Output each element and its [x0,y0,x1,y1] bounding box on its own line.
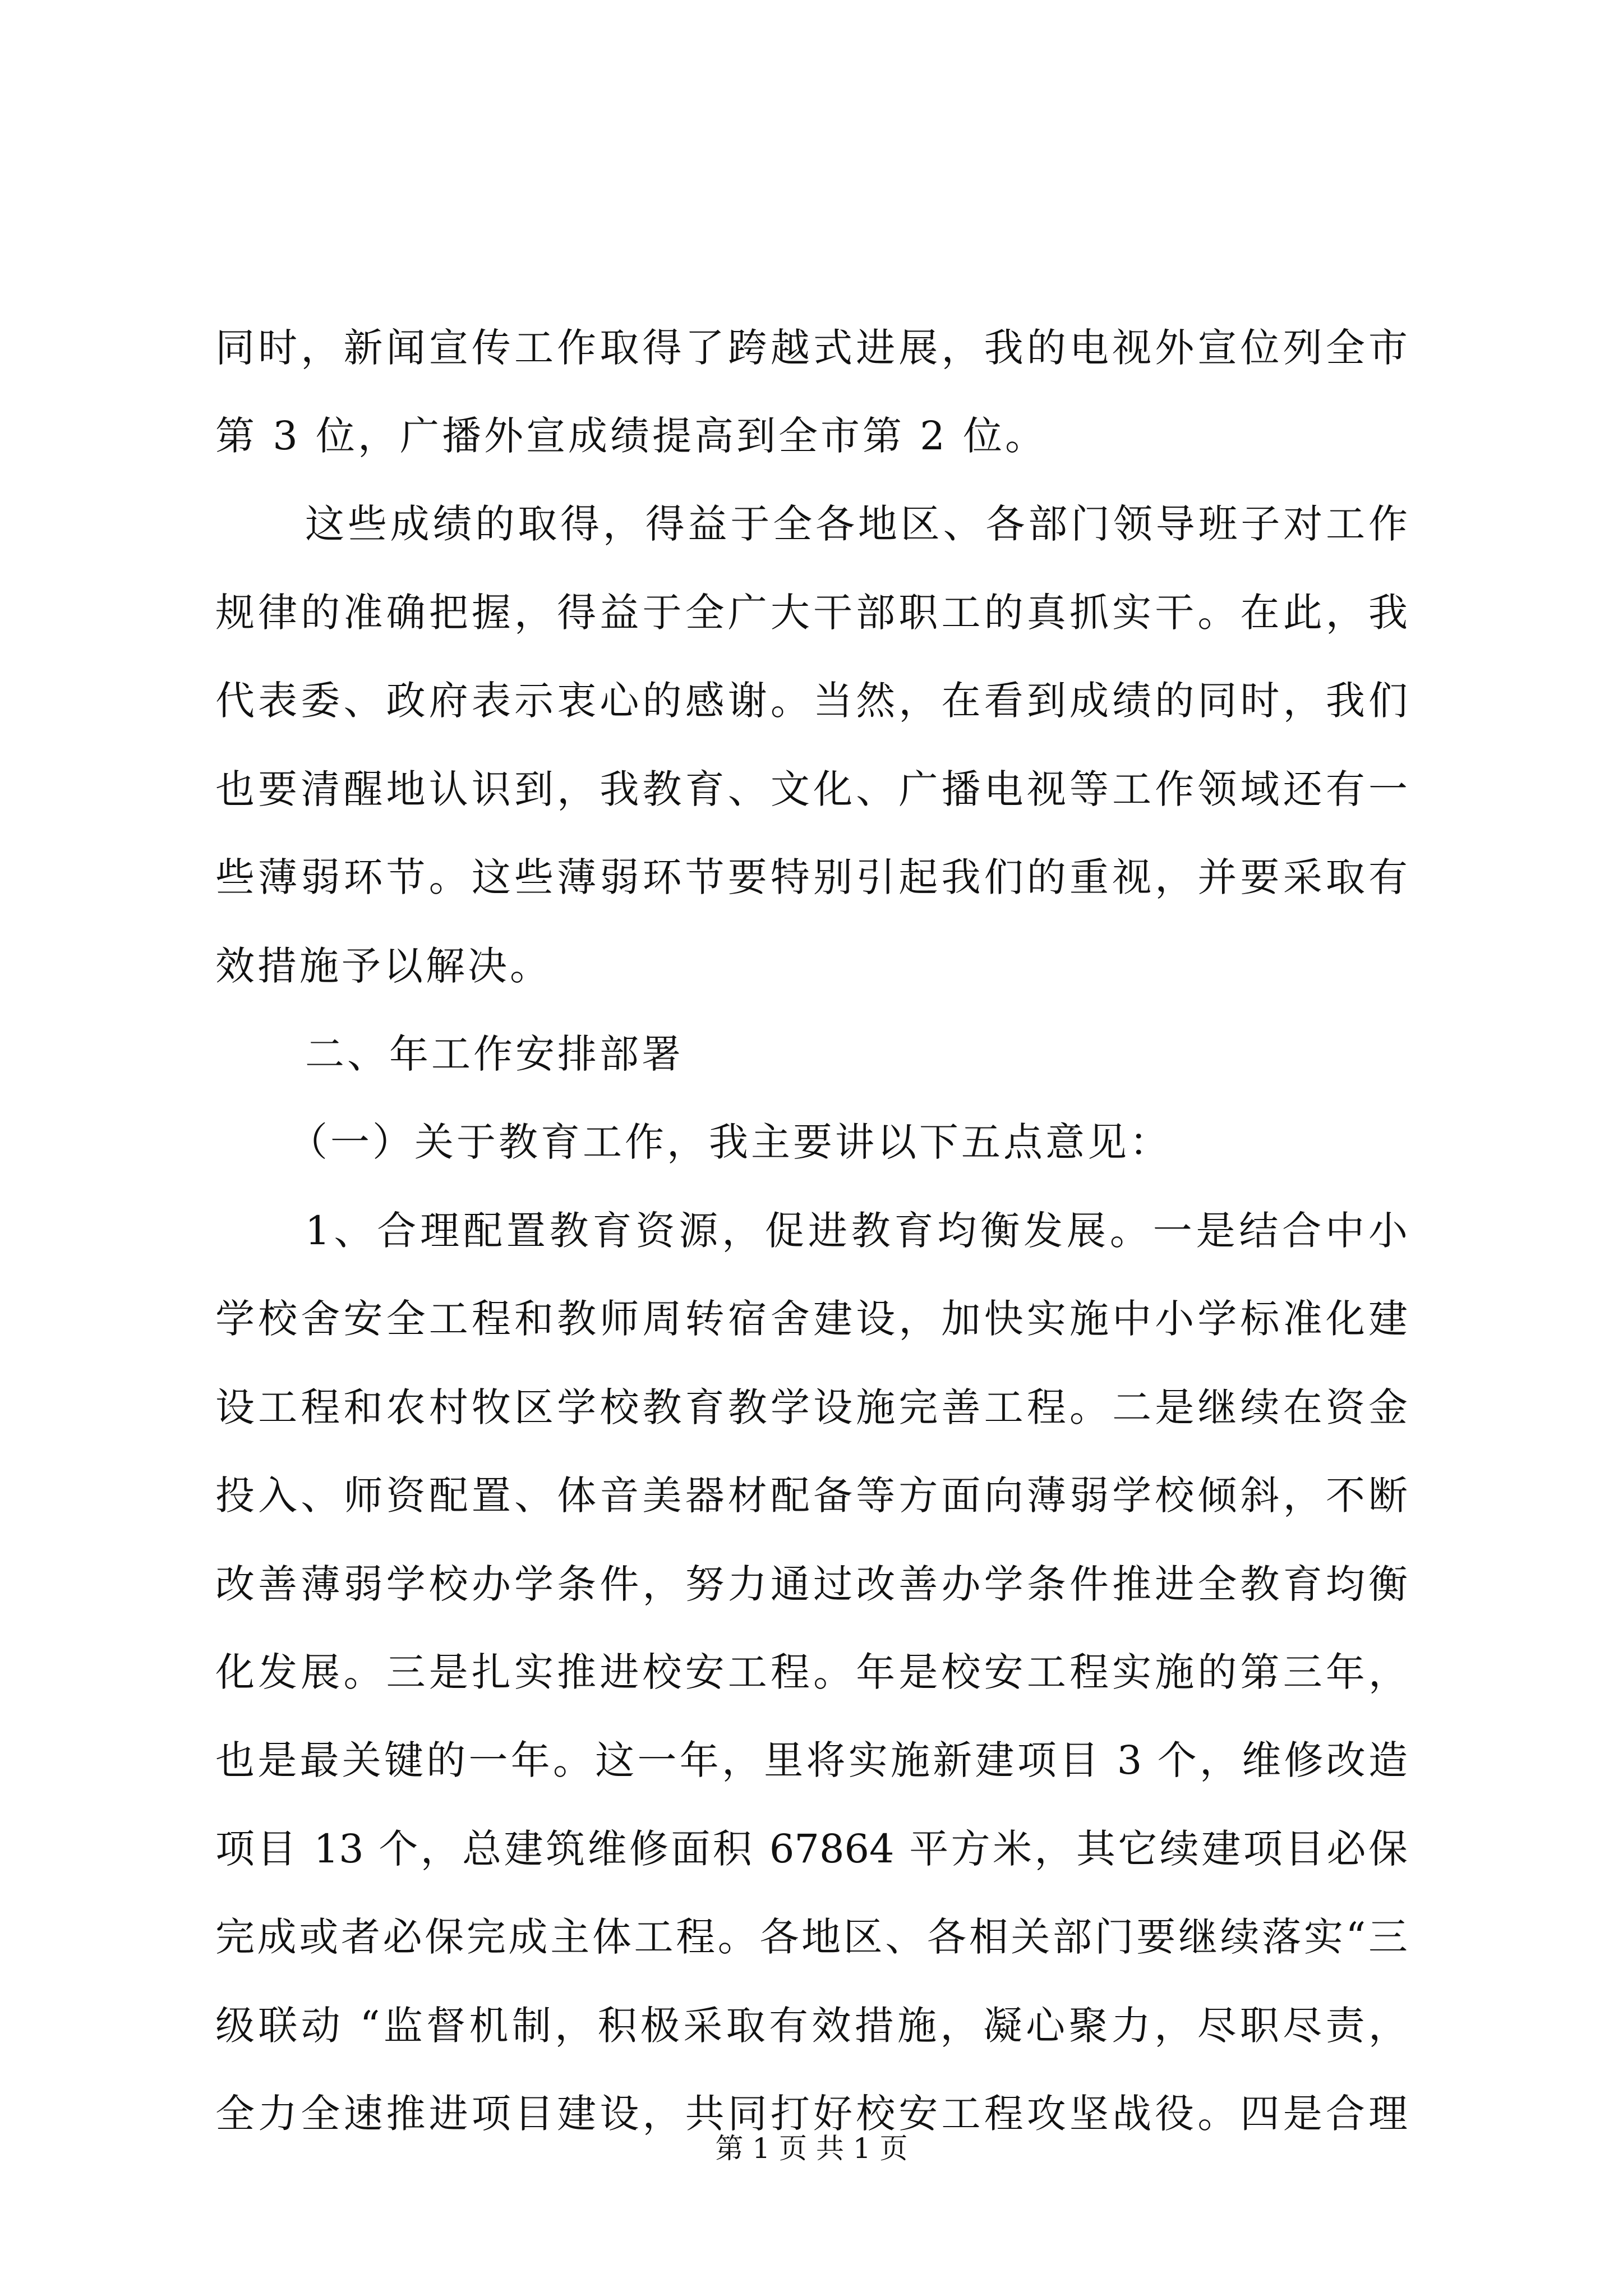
text-line-1: 同时，新闻宣传工作取得了跨越式进展，我的电视外宣位列全市 [215,325,1408,371]
text-line-15: 改善薄弱学校办学条件，努力通过改善办学条件推进全教育均衡 [215,1561,1408,1607]
text-line-17: 也是最关键的一年。这一年，里将实施新建项目 3 个，维修改造 [215,1737,1408,1783]
text-line-6: 也要清醒地认识到，我教育、文化、广播电视等工作领域还有一 [215,766,1408,812]
section-heading: 二、年工作安排部署 [305,1031,684,1077]
text-line-3: 这些成绩的取得，得益于全各地区、各部门领导班子对工作 [305,501,1408,547]
page-footer: 第 1 页 共 1 页 [715,2132,908,2165]
text-line-2: 第 3 位，广播外宣成绩提高到全市第 2 位。 [215,413,1048,459]
text-line-21: 全力全速推进项目建设，共同打好校安工程攻坚战役。四是合理 [215,2091,1408,2137]
text-line-4: 规律的准确把握，得益于全广大干部职工的真抓实干。在此，我 [215,590,1408,636]
text-line-5: 代表委、政府表示衷心的感谢。当然，在看到成绩的同时，我们 [215,678,1408,724]
text-line-19: 完成或者必保完成主体工程。各地区、各相关部门要继续落实“三 [215,1914,1408,1960]
text-line-7: 些薄弱环节。这些薄弱环节要特别引起我们的重视，并要采取有 [215,854,1408,900]
text-line-12: 学校舍安全工程和教师周转宿舍建设，加快实施中小学标准化建 [215,1296,1408,1342]
text-line-13: 设工程和农村牧区学校教育教学设施完善工程。二是继续在资金 [215,1384,1408,1430]
text-line-18: 项目 13 个，总建筑维修面积 67864 平方米，其它续建项目必保 [215,1826,1408,1872]
text-line-11: 1、合理配置教育资源，促进教育均衡发展。一是结合中小 [305,1208,1408,1254]
subsection-heading: （一）关于教育工作，我主要讲以下五点意见： [288,1119,1172,1165]
text-line-8: 效措施予以解决。 [215,943,552,989]
text-line-14: 投入、师资配置、体音美器材配备等方面向薄弱学校倾斜，不断 [215,1473,1408,1519]
text-line-20: 级联动 “监督机制，积极采取有效措施，凝心聚力，尽职尽责， [215,2003,1408,2049]
text-line-16: 化发展。三是扎实推进校安工程。年是校安工程实施的第三年， [215,1649,1408,1695]
